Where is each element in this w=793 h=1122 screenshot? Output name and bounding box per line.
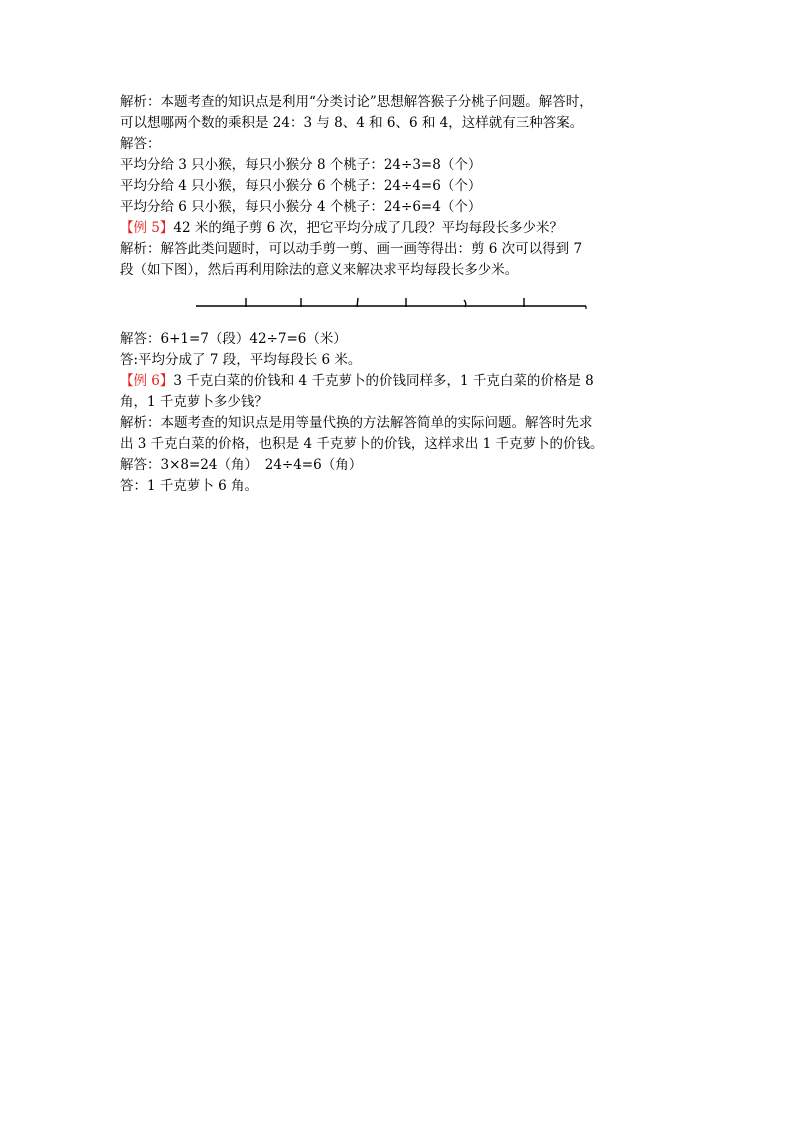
analysis-line: 解析：本题考查的知识点是利用“分类讨论”思想解答猴子分桃子问题。解答时， xyxy=(120,94,593,110)
answer-line: 解答：6+1=7（段）42÷7=6（米） xyxy=(120,331,347,347)
answer-line: 答：1 千克萝卜 6 角。 xyxy=(120,478,259,494)
analysis-line: 解析：本题考查的知识点是用等量代换的方法解答简单的实际问题。解答时先求 xyxy=(120,415,593,431)
example-5-tag: 【例 5】 xyxy=(120,220,174,236)
document-body xyxy=(120,92,680,497)
analysis-line: 出 3 千克白菜的价格，也积是 4 千克萝卜的价钱，这样求出 1 千克萝卜的价钱。 xyxy=(120,436,604,452)
example-5-text: 42 米的绳子剪 6 次，把它平均分成了几段？平均每段长多少米？ xyxy=(173,220,564,236)
example-6-question xyxy=(120,371,680,392)
analysis-line: 解析：解答此类问题时，可以动手剪一剪、画一画等得出：剪 6 次可以得到 7 xyxy=(120,241,583,257)
example-5-question xyxy=(120,218,680,239)
example-6-question-cont: 角，1 千克萝卜多少钱？ xyxy=(120,394,268,410)
example-6-text: 3 千克白菜的价钱和 4 千克萝卜的价钱同样多，1 千克白菜的价格是 8 xyxy=(173,373,594,389)
rope-cut-mark xyxy=(357,298,358,307)
answer-line: 解答：3×8=24（角） 24÷4=6（角） xyxy=(120,457,363,473)
answer-line: 平均分给 4 只小猴，每只小猴分 6 个桃子：24÷4=6（个） xyxy=(120,178,482,194)
analysis-line: 段（如下图），然后再利用除法的意义来解决求平均每段长多少米。 xyxy=(120,262,519,278)
example-6-tag: 【例 6】 xyxy=(120,373,174,389)
answer-line: 答:平均分成了 7 段，平均每段长 6 米。 xyxy=(120,352,362,368)
answer-line: 平均分给 6 只小猴，每只小猴分 4 个桃子：24÷6=4（个） xyxy=(120,199,482,215)
answer-line: 平均分给 3 只小猴，每只小猴分 8 个桃子：24÷3=8（个） xyxy=(120,157,482,173)
rope-figure xyxy=(194,295,594,315)
analysis-line: 可以想哪两个数的乘积是 24：3 与 8、4 和 6、6 和 4，这样就有三种答案。 xyxy=(120,115,584,131)
rope-diagram xyxy=(120,281,680,329)
answer-heading: 解答： xyxy=(120,136,161,152)
